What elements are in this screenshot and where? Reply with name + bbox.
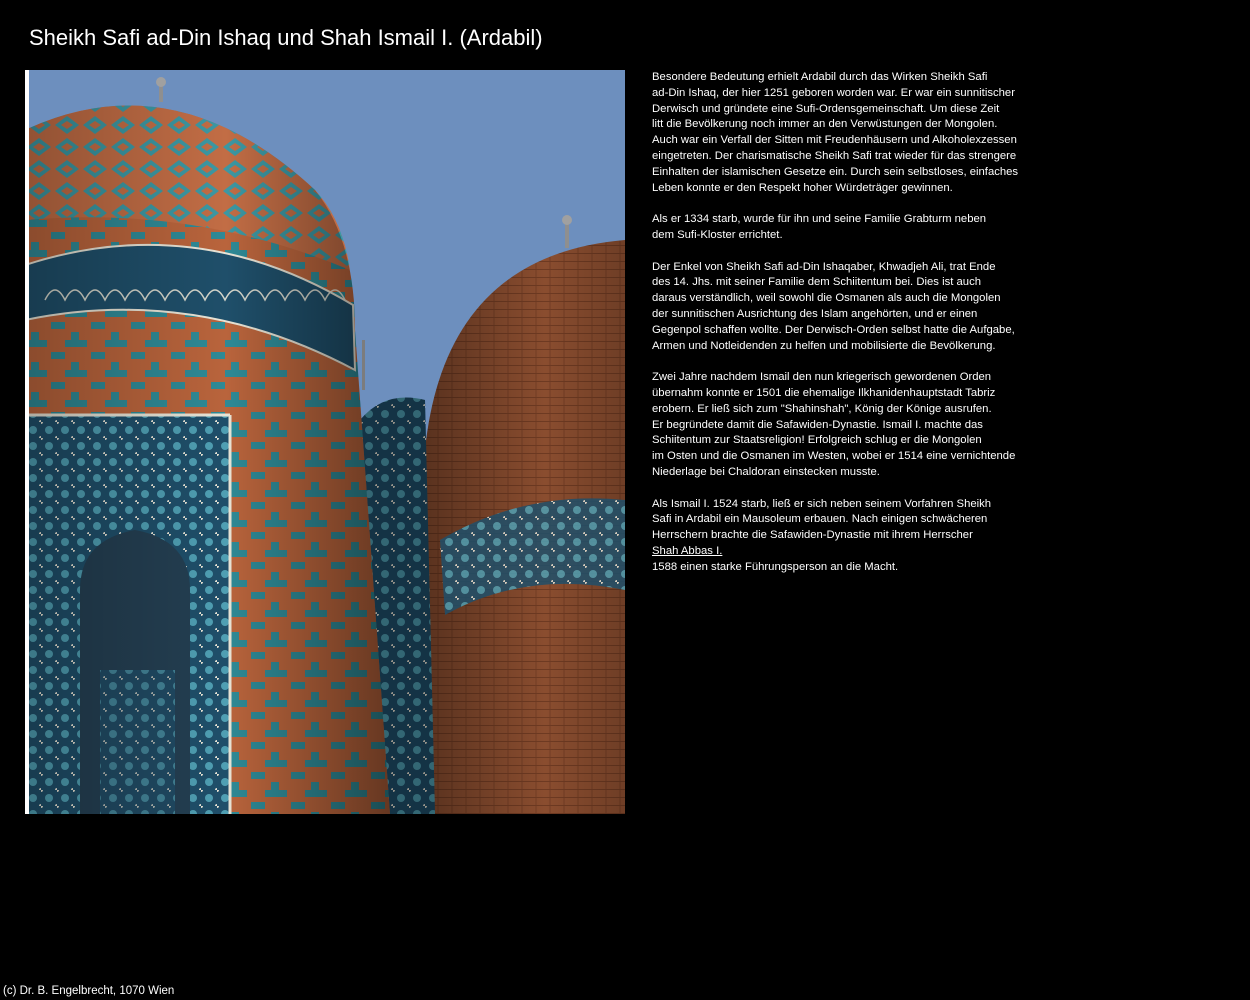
article-paragraph (652, 260, 1052, 355)
text-line: litt die Bevölkerung noch immer an den Verwüstungen der Mongolen. (652, 118, 998, 131)
text-line: Niederlage bei Chaldoran einstecken musste. (652, 465, 880, 478)
mausoleum-photo-drawing (25, 70, 625, 814)
article-paragraph (652, 212, 1052, 244)
text-line: Er begründete damit die Safawiden-Dynastie. Ismail I. machte das (652, 418, 983, 431)
article-paragraph (652, 497, 1052, 576)
copyright-footer: (c) Dr. B. Engelbrecht, 1070 Wien (3, 985, 175, 997)
article-paragraph (652, 70, 1052, 196)
article-paragraph (652, 370, 1052, 481)
text-line: erobern. Er ließ sich zum "Shahinshah", König der Könige ausrufen. (652, 402, 992, 415)
text-line: Besondere Bedeutung erhielt Ardabil durch das Wirken Sheikh Safi (652, 71, 988, 83)
shah-abbas-link[interactable]: Shah Abbas I. (652, 544, 723, 557)
text-line: Gegenpol schaffen wollte. Der Derwisch-Orden selbst hatte die Aufgabe, (652, 323, 1015, 336)
text-line: der sunnitischen Ausrichtung des Islam angehörten, und er einen (652, 307, 978, 320)
text-line: eingetreten. Der charismatische Sheikh Safi trat wieder für das strengere (652, 149, 1017, 162)
text-line: daraus verständlich, weil sowohl die Osmanen als auch die Mongolen (652, 292, 1001, 305)
text-line: übernahm konnte er 1501 die ehemalige Ilkhanidenhauptstadt Tabriz (652, 386, 996, 399)
text-line: Auch war ein Verfall der Sitten mit Freudenhäusern und Alkoholexzessen (652, 134, 1017, 147)
text-line: Armen und Notleidenden zu helfen und mobilisierte die Bevölkerung. (652, 339, 996, 352)
text-line: Als Ismail I. 1524 starb, ließ er sich neben seinem Vorfahren Sheikh (652, 497, 992, 510)
text-line: Einhalten der islamischen Gesetze ein. Durch sein selbstloses, einfaches (652, 165, 1019, 178)
text-line: Der Enkel von Sheikh Safi ad-Din Ishaqaber, Khwadjeh Ali, trat Ende (652, 260, 996, 273)
text-line: Schiitentum zur Staatsreligion! Erfolgreich schlug er die Mongolen (652, 434, 982, 447)
page-title: Sheikh Safi ad-Din Ishaq und Shah Ismail I. (Ardabil) (29, 25, 543, 50)
mausoleum-photo (25, 70, 625, 814)
text-line: Derwisch und gründete eine Sufi-Ordensgemeinschaft. Um diese Zeit (652, 102, 1000, 115)
text-line: dem Sufi-Kloster errichtet. (652, 228, 783, 241)
text-line: Als er 1334 starb, wurde für ihn und seine Familie Grabturm neben (652, 213, 987, 226)
text-line: Zwei Jahre nachdem Ismail den nun kriegerisch gewordenen Orden (652, 371, 992, 384)
text-line: Herrschern brachte die Safawiden-Dynastie mit ihrem Herrscher (652, 529, 973, 542)
text-line: ad-Din Ishaq, der hier 1251 geboren worden war. Er war ein sunnitischer (652, 86, 1015, 99)
text-line: des 14. Jhs. mit seiner Familie dem Schiitentum bei. Dies ist auch (652, 276, 981, 289)
text-line: im Osten und die Osmanen im Westen, wobei er 1514 eine vernichtende (652, 450, 1016, 463)
text-line: Leben konnte er den Respekt hoher Würdeträger gewinnen. (652, 181, 953, 194)
article-text (652, 70, 1052, 591)
text-line: 1588 einen starke Führungsperson an die Macht. (652, 560, 899, 573)
text-line: Safi in Ardabil ein Mausoleum erbauen. Nach einigen schwächeren (652, 513, 988, 526)
